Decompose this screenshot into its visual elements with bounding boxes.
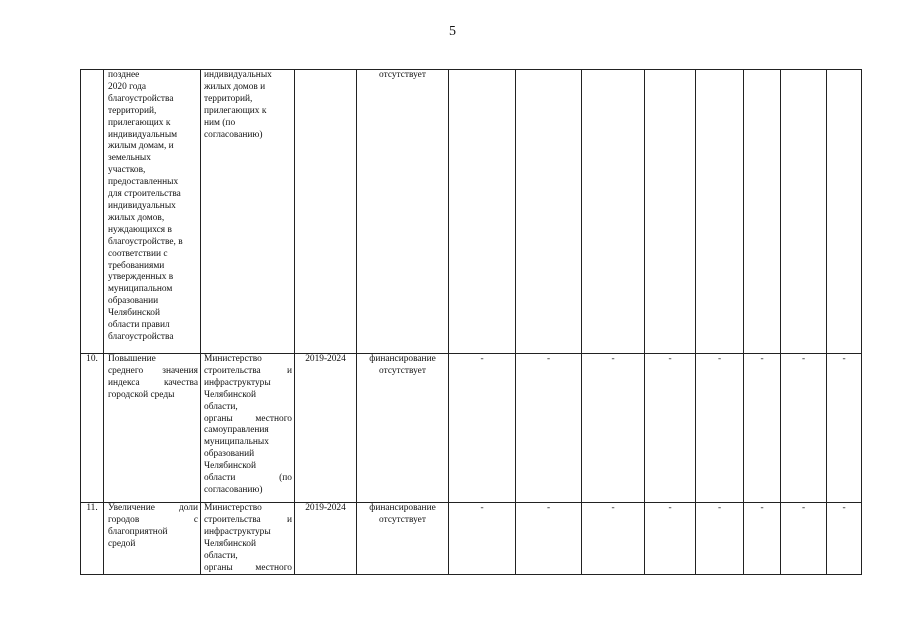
- cell-number: [81, 70, 104, 354]
- activities-table: [80, 69, 862, 575]
- cell-value: -: [781, 503, 827, 575]
- cell-value: -: [449, 354, 516, 503]
- cell-value: -: [696, 354, 744, 503]
- cell-responsible: Министерство строительства и инфраструктуры Челябинской области, органы местного: [201, 503, 295, 575]
- cell-value: [582, 70, 645, 354]
- cell-period: 2019-2024: [295, 354, 357, 503]
- cell-value: -: [645, 354, 696, 503]
- cell-activity-name: Повышение среднего значения индекса качества городской среды: [104, 354, 201, 503]
- cell-value: [645, 70, 696, 354]
- cell-activity-name: позднее 2020 года благоустройства территорий, прилегающих к индивидуальным жилым домам, и земельных участков, предоставленных для строительства индивидуальных жилых домов, нуждающихся в благоустройстве, в соответствии с требованиями утвержденных в муниципальном образовании Челябинской области правил благоустройства: [104, 70, 201, 354]
- cell-period: 2019-2024: [295, 503, 357, 575]
- cell-value: [516, 70, 582, 354]
- cell-value: -: [827, 503, 862, 575]
- cell-value: [827, 70, 862, 354]
- page-number: 5: [449, 24, 456, 39]
- cell-number: 10.: [81, 354, 104, 503]
- cell-value: [449, 70, 516, 354]
- cell-responsible: индивидуальных жилых домов и территорий, прилегающих к ним (по согласованию): [201, 70, 295, 354]
- cell-value: -: [582, 503, 645, 575]
- cell-financing: финансирование отсутствует: [357, 354, 449, 503]
- cell-value: -: [781, 354, 827, 503]
- cell-period: [295, 70, 357, 354]
- cell-value: -: [645, 503, 696, 575]
- table-row: [81, 503, 862, 575]
- cell-value: [696, 70, 744, 354]
- cell-value: -: [696, 503, 744, 575]
- table-row-continued: [81, 70, 862, 354]
- cell-value: [781, 70, 827, 354]
- cell-value: -: [582, 354, 645, 503]
- cell-value: -: [516, 354, 582, 503]
- cell-value: -: [449, 503, 516, 575]
- cell-value: -: [827, 354, 862, 503]
- cell-value: [744, 70, 781, 354]
- cell-financing: отсутствует: [357, 70, 449, 354]
- cell-value: -: [516, 503, 582, 575]
- cell-value: -: [744, 354, 781, 503]
- table-row: [81, 354, 862, 503]
- cell-financing: финансирование отсутствует: [357, 503, 449, 575]
- cell-number: 11.: [81, 503, 104, 575]
- cell-value: -: [744, 503, 781, 575]
- cell-activity-name: Увеличение доли городов с благоприятной средой: [104, 503, 201, 575]
- cell-responsible: Министерство строительства и инфраструктуры Челябинской области, органы местного самоуправления муниципальных образований Челябинской области (по согласованию): [201, 354, 295, 503]
